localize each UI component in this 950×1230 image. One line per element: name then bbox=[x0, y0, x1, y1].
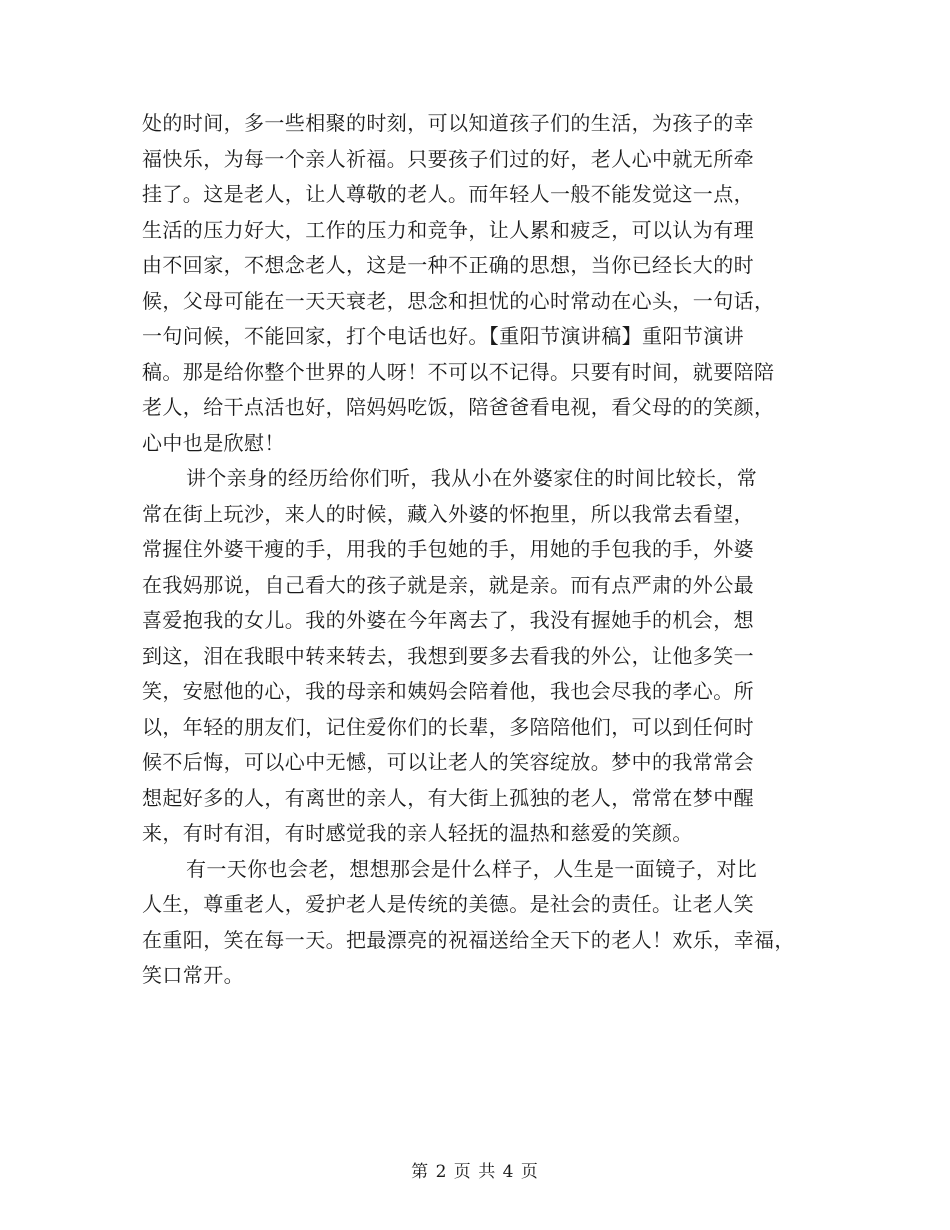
text-line: 常在街上玩沙，来人的时候，藏入外婆的怀抱里，所以我常去看望， bbox=[142, 501, 754, 526]
paragraph-3 bbox=[142, 852, 832, 994]
text-line: 以，年轻的朋友们，记住爱你们的长辈，多陪陪他们，可以到任何时 bbox=[142, 714, 754, 739]
page-footer: 第 2 页 共 4 页 bbox=[411, 1162, 539, 1182]
text-line: 生活的压力好大，工作的压力和竞争，让人累和疲乏，可以认为有理 bbox=[142, 217, 754, 242]
text-line: 在重阳，笑在每一天。把最漂亮的祝福送给全天下的老人！欢乐，幸福， bbox=[142, 927, 795, 952]
text-line: 讲个亲身的经历给你们听，我从小在外婆家住的时间比较长，常 bbox=[186, 466, 758, 490]
text-line: 候不后悔，可以心中无憾，可以让老人的笑容绽放。梦中的我常常会 bbox=[142, 750, 754, 774]
text-line: 到这，泪在我眼中转来转去，我想到要多去看我的外公，让他多笑一 bbox=[142, 643, 754, 668]
text-line: 笑，安慰他的心，我的母亲和姨妈会陪着他，我也会尽我的孝心。所 bbox=[142, 679, 754, 703]
text-line: 福快乐，为每一个亲人祈福。只要孩子们过的好，老人心中就无所牵 bbox=[142, 146, 754, 171]
text-line: 常握住外婆干瘦的手，用我的手包她的手，用她的手包我的手，外婆 bbox=[142, 537, 754, 561]
text-line: 由不回家，不想念老人，这是一种不正确的思想，当你已经长大的时 bbox=[142, 253, 754, 277]
text-line: 老人，给干点活也好，陪妈妈吃饭，陪爸爸看电视，看父母的的笑颜， bbox=[142, 395, 775, 419]
text-line: 人生，尊重老人，爱护老人是传统的美德。是社会的责任。让老人笑 bbox=[142, 892, 754, 916]
text-line: 有一天你也会老，想想那会是什么样子，人生是一面镜子，对比 bbox=[186, 856, 758, 881]
text-line: 一句问候，不能回家，打个电话也好。【重阳节演讲稿】重阳节演讲 bbox=[142, 324, 744, 348]
text-line: 处的时间，多一些相聚的时刻，可以知道孩子们的生活，为孩子的幸 bbox=[142, 111, 754, 135]
paragraph-1 bbox=[142, 106, 832, 461]
paragraph-2 bbox=[142, 461, 832, 852]
text-line: 喜爱抱我的女儿。我的外婆在今年离去了，我没有握她手的机会，想 bbox=[142, 608, 754, 632]
text-line: 在我妈那说，自己看大的孩子就是亲，就是亲。而有点严肃的外公最 bbox=[142, 572, 754, 597]
text-line: 笑口常开。 bbox=[142, 963, 244, 987]
text-line: 想起好多的人，有离世的亲人，有大街上孤独的老人，常常在梦中醒 bbox=[142, 785, 754, 810]
text-line: 候，父母可能在一天天衰老，思念和担忧的心时常动在心头，一句话， bbox=[142, 288, 775, 313]
text-line: 稿。那是给你整个世界的人呀！不可以不记得。只要有时间，就要陪陪 bbox=[142, 359, 775, 384]
text-line: 心中也是欣慰！ bbox=[142, 430, 285, 455]
document-body bbox=[142, 106, 832, 994]
text-line: 来，有时有泪，有时感觉我的亲人轻抚的温热和慈爱的笑颜。 bbox=[142, 821, 693, 845]
text-line: 挂了。这是老人，让人尊敬的老人。而年轻人一般不能发觉这一点， bbox=[142, 182, 754, 206]
